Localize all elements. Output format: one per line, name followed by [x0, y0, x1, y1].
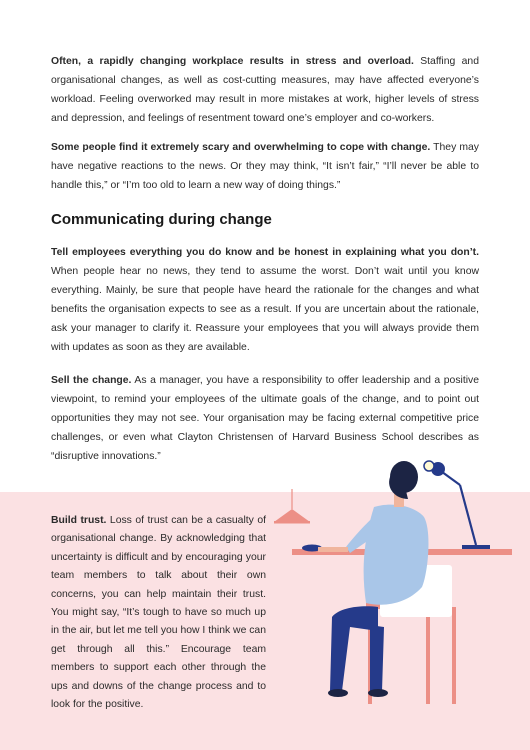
paragraph-stress-body: Staffing and organisational changes, as well as cost-cutting measures, may have affected everyone’s workload. Feeling overworked may result in more mistakes at work, higher levels of stress and depression, and feelings of resentment toward one’s employer and co-workers. — [51, 56, 479, 124]
woman-at-desk-illustration — [266, 455, 530, 715]
paragraph-trust-body: Loss of trust can be a casualty of organisational change. By acknowledging that uncertainty is difficult and by encouraging your team members to talk about their own concerns, you can help maintain their trust. You might say, “It’s tough to have so much up in the air, but let me tell you how I think we can get through all this.” Encourage team members to support each other through the ups and downs of the change process and to look for the positive. — [51, 515, 266, 711]
pendant-lamp-icon — [274, 489, 310, 524]
desk-lamp-icon — [424, 461, 490, 549]
paragraph-stress-lead: Often, a rapidly changing workplace results in stress and overload. — [51, 56, 414, 67]
paragraph-scary-lead: Some people find it extremely scary and overwhelming to cope with change. — [51, 142, 431, 153]
paragraph-sell-body: As a manager, you have a responsibility to offer leadership and a positive viewpoint, to remind your employees of the ultimate goals of the change, and to point out opportunities they may not see. Your organisation may be facing external competitive price challenges, or even what Clayton Christensen of Harvard Business School describes as “disruptive innovations.” — [51, 375, 479, 462]
paragraph-tell-body: When people hear no news, they tend to assume the worst. Don’t wait until you know everything. Mainly, be sure that people have heard the rationale for the changes and what benefits the organisation expects to see as a result. If you are uncertain about the rationale, ask your manager to clarify it. Reassure your employees that you will always provide them with updates as soon as they are available. — [51, 266, 479, 353]
paragraph-sell-lead: Sell the change. — [51, 375, 132, 386]
paragraph-scary — [51, 138, 479, 195]
paragraph-build-trust — [51, 512, 266, 714]
paragraph-scary-body: They may have negative reactions to the news. Or they may think, “It isn’t fair,” “I’ll never be able to handle this,” or “I’m too old to learn a new way of doing things.” — [51, 142, 479, 191]
woman-figure — [302, 461, 428, 697]
paragraph-trust-lead: Build trust. — [51, 515, 107, 526]
paragraph-tell-employees — [51, 243, 479, 357]
paragraph-tell-lead: Tell employees everything you do know and be honest in explaining what you don’t. — [51, 247, 479, 258]
paragraph-sell-change — [51, 371, 479, 466]
paragraph-stress — [51, 52, 479, 128]
section-heading: Communicating during change — [51, 211, 272, 228]
